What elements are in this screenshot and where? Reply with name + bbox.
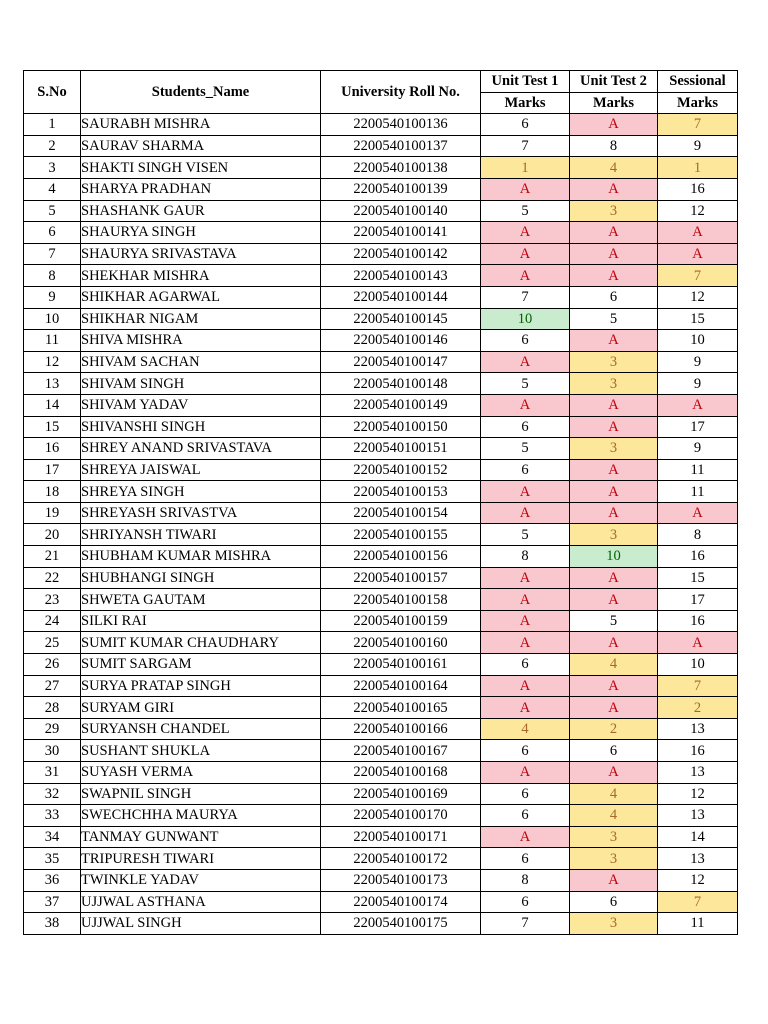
cell-sno: 25 [24,632,81,654]
cell-roll-no: 2200540100145 [321,308,481,330]
cell-student-name: SWECHCHHA MAURYA [81,805,321,827]
table-row [24,718,738,740]
cell-sessional-marks: 13 [658,848,738,870]
cell-unit-test-1-marks: 6 [481,416,570,438]
cell-roll-no: 2200540100169 [321,783,481,805]
col-header-sessional: Sessional [658,71,738,93]
cell-sno: 37 [24,891,81,913]
cell-sessional-marks: 12 [658,869,738,891]
cell-unit-test-1-marks: 8 [481,869,570,891]
cell-student-name: UJJWAL ASTHANA [81,891,321,913]
cell-roll-no: 2200540100174 [321,891,481,913]
cell-student-name: SUSHANT SHUKLA [81,740,321,762]
table-row [24,178,738,200]
table-row [24,157,738,179]
cell-student-name: SILKI RAI [81,610,321,632]
table-row [24,740,738,762]
table-row [24,502,738,524]
cell-unit-test-2-marks: A [570,567,658,589]
table-row [24,373,738,395]
cell-sessional-marks: 11 [658,481,738,503]
cell-sno: 30 [24,740,81,762]
cell-sessional-marks: 11 [658,913,738,935]
cell-sessional-marks: 10 [658,330,738,352]
cell-unit-test-2-marks: 3 [570,524,658,546]
cell-sessional-marks: 16 [658,610,738,632]
cell-unit-test-2-marks: 6 [570,286,658,308]
table-row [24,783,738,805]
cell-unit-test-1-marks: A [481,675,570,697]
cell-unit-test-1-marks: A [481,265,570,287]
cell-roll-no: 2200540100166 [321,718,481,740]
cell-student-name: SUMIT SARGAM [81,654,321,676]
cell-roll-no: 2200540100173 [321,869,481,891]
cell-sessional-marks: 9 [658,351,738,373]
cell-unit-test-1-marks: 5 [481,200,570,222]
cell-unit-test-1-marks: A [481,632,570,654]
cell-sessional-marks: 15 [658,308,738,330]
cell-unit-test-1-marks: 6 [481,740,570,762]
cell-student-name: SHAURYA SRIVASTAVA [81,243,321,265]
cell-roll-no: 2200540100164 [321,675,481,697]
cell-student-name: SHIKHAR AGARWAL [81,286,321,308]
cell-student-name: SHARYA PRADHAN [81,178,321,200]
cell-student-name: SWAPNIL SINGH [81,783,321,805]
table-body [24,114,738,935]
cell-sessional-marks: 7 [658,265,738,287]
cell-sno: 7 [24,243,81,265]
cell-unit-test-2-marks: A [570,394,658,416]
cell-sessional-marks: 9 [658,438,738,460]
table-row [24,567,738,589]
table-row [24,826,738,848]
cell-student-name: SHRIYANSH TIWARI [81,524,321,546]
table-row [24,654,738,676]
cell-sno: 29 [24,718,81,740]
cell-sno: 1 [24,114,81,136]
cell-sessional-marks: 13 [658,762,738,784]
cell-unit-test-1-marks: A [481,762,570,784]
cell-sno: 24 [24,610,81,632]
cell-unit-test-2-marks: A [570,330,658,352]
cell-roll-no: 2200540100149 [321,394,481,416]
cell-sno: 10 [24,308,81,330]
cell-unit-test-1-marks: A [481,222,570,244]
cell-unit-test-1-marks: A [481,502,570,524]
marks-table [23,70,738,935]
cell-unit-test-2-marks: 10 [570,546,658,568]
cell-unit-test-1-marks: A [481,610,570,632]
cell-sessional-marks: 14 [658,826,738,848]
cell-unit-test-2-marks: A [570,222,658,244]
cell-sno: 33 [24,805,81,827]
cell-sno: 22 [24,567,81,589]
col-header-roll-no: University Roll No. [321,71,481,114]
cell-sessional-marks: 17 [658,589,738,611]
cell-sno: 17 [24,459,81,481]
cell-roll-no: 2200540100141 [321,222,481,244]
cell-roll-no: 2200540100148 [321,373,481,395]
cell-student-name: SHAURYA SINGH [81,222,321,244]
col-subheader-marks-ut1: Marks [481,92,570,114]
table-row [24,308,738,330]
cell-unit-test-2-marks: 4 [570,654,658,676]
cell-unit-test-2-marks: 3 [570,848,658,870]
cell-student-name: SHREYA JAISWAL [81,459,321,481]
cell-sno: 4 [24,178,81,200]
table-row [24,416,738,438]
table-row [24,675,738,697]
cell-sessional-marks: 2 [658,697,738,719]
col-header-sno: S.No [24,71,81,114]
cell-student-name: SHREY ANAND SRIVASTAVA [81,438,321,460]
cell-unit-test-1-marks: 7 [481,913,570,935]
table-row [24,351,738,373]
cell-unit-test-2-marks: 4 [570,805,658,827]
cell-sno: 28 [24,697,81,719]
cell-student-name: SHIVAM YADAV [81,394,321,416]
cell-unit-test-1-marks: 5 [481,373,570,395]
cell-student-name: SAURAV SHARMA [81,135,321,157]
cell-unit-test-2-marks: 3 [570,351,658,373]
cell-unit-test-1-marks: 5 [481,524,570,546]
cell-unit-test-2-marks: 8 [570,135,658,157]
cell-sno: 13 [24,373,81,395]
cell-sessional-marks: 8 [658,524,738,546]
table-row [24,697,738,719]
cell-roll-no: 2200540100147 [321,351,481,373]
cell-sessional-marks: 13 [658,805,738,827]
cell-sno: 32 [24,783,81,805]
table-row [24,610,738,632]
table-row [24,632,738,654]
cell-student-name: SHREYASH SRIVASTVA [81,502,321,524]
cell-unit-test-1-marks: 10 [481,308,570,330]
table-row [24,848,738,870]
cell-unit-test-2-marks: 3 [570,826,658,848]
cell-sessional-marks: 12 [658,783,738,805]
cell-unit-test-2-marks: A [570,675,658,697]
cell-unit-test-2-marks: A [570,697,658,719]
cell-sno: 27 [24,675,81,697]
cell-sessional-marks: 16 [658,740,738,762]
cell-sno: 36 [24,869,81,891]
cell-sessional-marks: 12 [658,286,738,308]
cell-unit-test-2-marks: A [570,459,658,481]
table-row [24,481,738,503]
cell-sessional-marks: 7 [658,675,738,697]
col-subheader-marks-sessional: Marks [658,92,738,114]
col-header-students-name: Students_Name [81,71,321,114]
cell-sessional-marks: A [658,394,738,416]
cell-sessional-marks: 16 [658,546,738,568]
cell-unit-test-1-marks: A [481,351,570,373]
cell-roll-no: 2200540100171 [321,826,481,848]
cell-roll-no: 2200540100159 [321,610,481,632]
cell-unit-test-2-marks: 5 [570,610,658,632]
cell-unit-test-1-marks: 6 [481,459,570,481]
cell-roll-no: 2200540100138 [321,157,481,179]
cell-roll-no: 2200540100156 [321,546,481,568]
cell-sessional-marks: A [658,243,738,265]
cell-roll-no: 2200540100175 [321,913,481,935]
cell-unit-test-1-marks: 6 [481,654,570,676]
cell-unit-test-2-marks: 4 [570,157,658,179]
header-row-1 [24,71,738,93]
table-row [24,114,738,136]
col-header-unit-test-2: Unit Test 2 [570,71,658,93]
cell-unit-test-2-marks: 2 [570,718,658,740]
cell-unit-test-2-marks: A [570,632,658,654]
cell-student-name: TANMAY GUNWANT [81,826,321,848]
cell-unit-test-2-marks: 6 [570,891,658,913]
table-header [24,71,738,114]
cell-sessional-marks: 13 [658,718,738,740]
cell-student-name: SHASHANK GAUR [81,200,321,222]
cell-unit-test-1-marks: 7 [481,286,570,308]
cell-unit-test-1-marks: 8 [481,546,570,568]
cell-unit-test-1-marks: 7 [481,135,570,157]
cell-unit-test-2-marks: 5 [570,308,658,330]
cell-unit-test-1-marks: 6 [481,891,570,913]
cell-sessional-marks: A [658,632,738,654]
cell-sessional-marks: 17 [658,416,738,438]
cell-roll-no: 2200540100157 [321,567,481,589]
cell-unit-test-2-marks: A [570,502,658,524]
cell-sessional-marks: A [658,502,738,524]
cell-unit-test-1-marks: 6 [481,805,570,827]
cell-sno: 16 [24,438,81,460]
cell-sno: 12 [24,351,81,373]
cell-sno: 31 [24,762,81,784]
cell-roll-no: 2200540100172 [321,848,481,870]
cell-student-name: SHREYA SINGH [81,481,321,503]
cell-unit-test-1-marks: 5 [481,438,570,460]
cell-roll-no: 2200540100168 [321,762,481,784]
cell-student-name: SHAKTI SINGH VISEN [81,157,321,179]
table-row [24,286,738,308]
cell-roll-no: 2200540100151 [321,438,481,460]
cell-unit-test-1-marks: A [481,178,570,200]
cell-unit-test-1-marks: 1 [481,157,570,179]
cell-sessional-marks: 12 [658,200,738,222]
cell-sno: 34 [24,826,81,848]
cell-roll-no: 2200540100142 [321,243,481,265]
cell-sno: 8 [24,265,81,287]
cell-sno: 19 [24,502,81,524]
cell-sno: 21 [24,546,81,568]
cell-sno: 20 [24,524,81,546]
table-row [24,200,738,222]
cell-sno: 3 [24,157,81,179]
cell-roll-no: 2200540100144 [321,286,481,308]
cell-roll-no: 2200540100154 [321,502,481,524]
cell-unit-test-2-marks: 6 [570,740,658,762]
cell-unit-test-2-marks: 3 [570,438,658,460]
cell-sno: 15 [24,416,81,438]
cell-unit-test-1-marks: A [481,589,570,611]
cell-student-name: SAURABH MISHRA [81,114,321,136]
table-row [24,243,738,265]
cell-roll-no: 2200540100153 [321,481,481,503]
cell-unit-test-1-marks: 6 [481,330,570,352]
cell-unit-test-1-marks: 4 [481,718,570,740]
cell-student-name: SHIKHAR NIGAM [81,308,321,330]
cell-roll-no: 2200540100139 [321,178,481,200]
cell-student-name: TRIPURESH TIWARI [81,848,321,870]
table-row [24,394,738,416]
cell-sessional-marks: 1 [658,157,738,179]
cell-unit-test-2-marks: A [570,589,658,611]
cell-student-name: SHIVAM SINGH [81,373,321,395]
cell-unit-test-1-marks: A [481,394,570,416]
cell-roll-no: 2200540100160 [321,632,481,654]
cell-unit-test-1-marks: A [481,567,570,589]
cell-sno: 11 [24,330,81,352]
cell-student-name: TWINKLE YADAV [81,869,321,891]
cell-unit-test-2-marks: A [570,114,658,136]
cell-student-name: SURYA PRATAP SINGH [81,675,321,697]
cell-sessional-marks: 16 [658,178,738,200]
cell-unit-test-1-marks: A [481,243,570,265]
table-row [24,869,738,891]
table-row [24,762,738,784]
cell-unit-test-1-marks: 6 [481,114,570,136]
cell-roll-no: 2200540100167 [321,740,481,762]
table-row [24,805,738,827]
cell-unit-test-2-marks: A [570,416,658,438]
cell-unit-test-1-marks: A [481,697,570,719]
cell-roll-no: 2200540100140 [321,200,481,222]
cell-sno: 14 [24,394,81,416]
cell-roll-no: 2200540100170 [321,805,481,827]
cell-sno: 6 [24,222,81,244]
cell-student-name: SURYAM GIRI [81,697,321,719]
table-row [24,891,738,913]
cell-student-name: SHIVAM SACHAN [81,351,321,373]
table-row [24,135,738,157]
col-subheader-marks-ut2: Marks [570,92,658,114]
cell-unit-test-2-marks: 3 [570,913,658,935]
cell-unit-test-2-marks: 3 [570,200,658,222]
cell-student-name: SHIVA MISHRA [81,330,321,352]
cell-roll-no: 2200540100152 [321,459,481,481]
cell-sno: 18 [24,481,81,503]
cell-student-name: SUMIT KUMAR CHAUDHARY [81,632,321,654]
cell-roll-no: 2200540100165 [321,697,481,719]
cell-sessional-marks: 7 [658,891,738,913]
cell-unit-test-2-marks: 4 [570,783,658,805]
cell-student-name: SHUBHANGI SINGH [81,567,321,589]
cell-student-name: SHUBHAM KUMAR MISHRA [81,546,321,568]
table-row [24,546,738,568]
cell-unit-test-2-marks: A [570,762,658,784]
cell-student-name: SURYANSH CHANDEL [81,718,321,740]
cell-unit-test-2-marks: A [570,869,658,891]
cell-sessional-marks: 7 [658,114,738,136]
cell-student-name: SHEKHAR MISHRA [81,265,321,287]
cell-student-name: UJJWAL SINGH [81,913,321,935]
col-header-unit-test-1: Unit Test 1 [481,71,570,93]
cell-sessional-marks: 9 [658,135,738,157]
cell-roll-no: 2200540100161 [321,654,481,676]
cell-roll-no: 2200540100146 [321,330,481,352]
cell-roll-no: 2200540100155 [321,524,481,546]
cell-sno: 23 [24,589,81,611]
cell-unit-test-2-marks: A [570,243,658,265]
table-row [24,589,738,611]
cell-unit-test-1-marks: A [481,826,570,848]
cell-roll-no: 2200540100158 [321,589,481,611]
cell-sno: 2 [24,135,81,157]
cell-roll-no: 2200540100136 [321,114,481,136]
table-row [24,524,738,546]
cell-roll-no: 2200540100137 [321,135,481,157]
cell-unit-test-1-marks: 6 [481,783,570,805]
table-row [24,438,738,460]
cell-sno: 38 [24,913,81,935]
cell-student-name: SHWETA GAUTAM [81,589,321,611]
cell-unit-test-1-marks: A [481,481,570,503]
table-row [24,330,738,352]
cell-roll-no: 2200540100150 [321,416,481,438]
table-row [24,265,738,287]
cell-sessional-marks: 9 [658,373,738,395]
table-row [24,459,738,481]
cell-sessional-marks: A [658,222,738,244]
cell-unit-test-2-marks: 3 [570,373,658,395]
cell-sno: 5 [24,200,81,222]
table-row [24,913,738,935]
cell-unit-test-1-marks: 6 [481,848,570,870]
cell-unit-test-2-marks: A [570,265,658,287]
cell-sno: 26 [24,654,81,676]
cell-sno: 9 [24,286,81,308]
table-row [24,222,738,244]
cell-student-name: SHIVANSHI SINGH [81,416,321,438]
cell-roll-no: 2200540100143 [321,265,481,287]
cell-sessional-marks: 11 [658,459,738,481]
cell-unit-test-2-marks: A [570,481,658,503]
cell-sessional-marks: 10 [658,654,738,676]
cell-sessional-marks: 15 [658,567,738,589]
cell-sno: 35 [24,848,81,870]
cell-student-name: SUYASH VERMA [81,762,321,784]
cell-unit-test-2-marks: A [570,178,658,200]
